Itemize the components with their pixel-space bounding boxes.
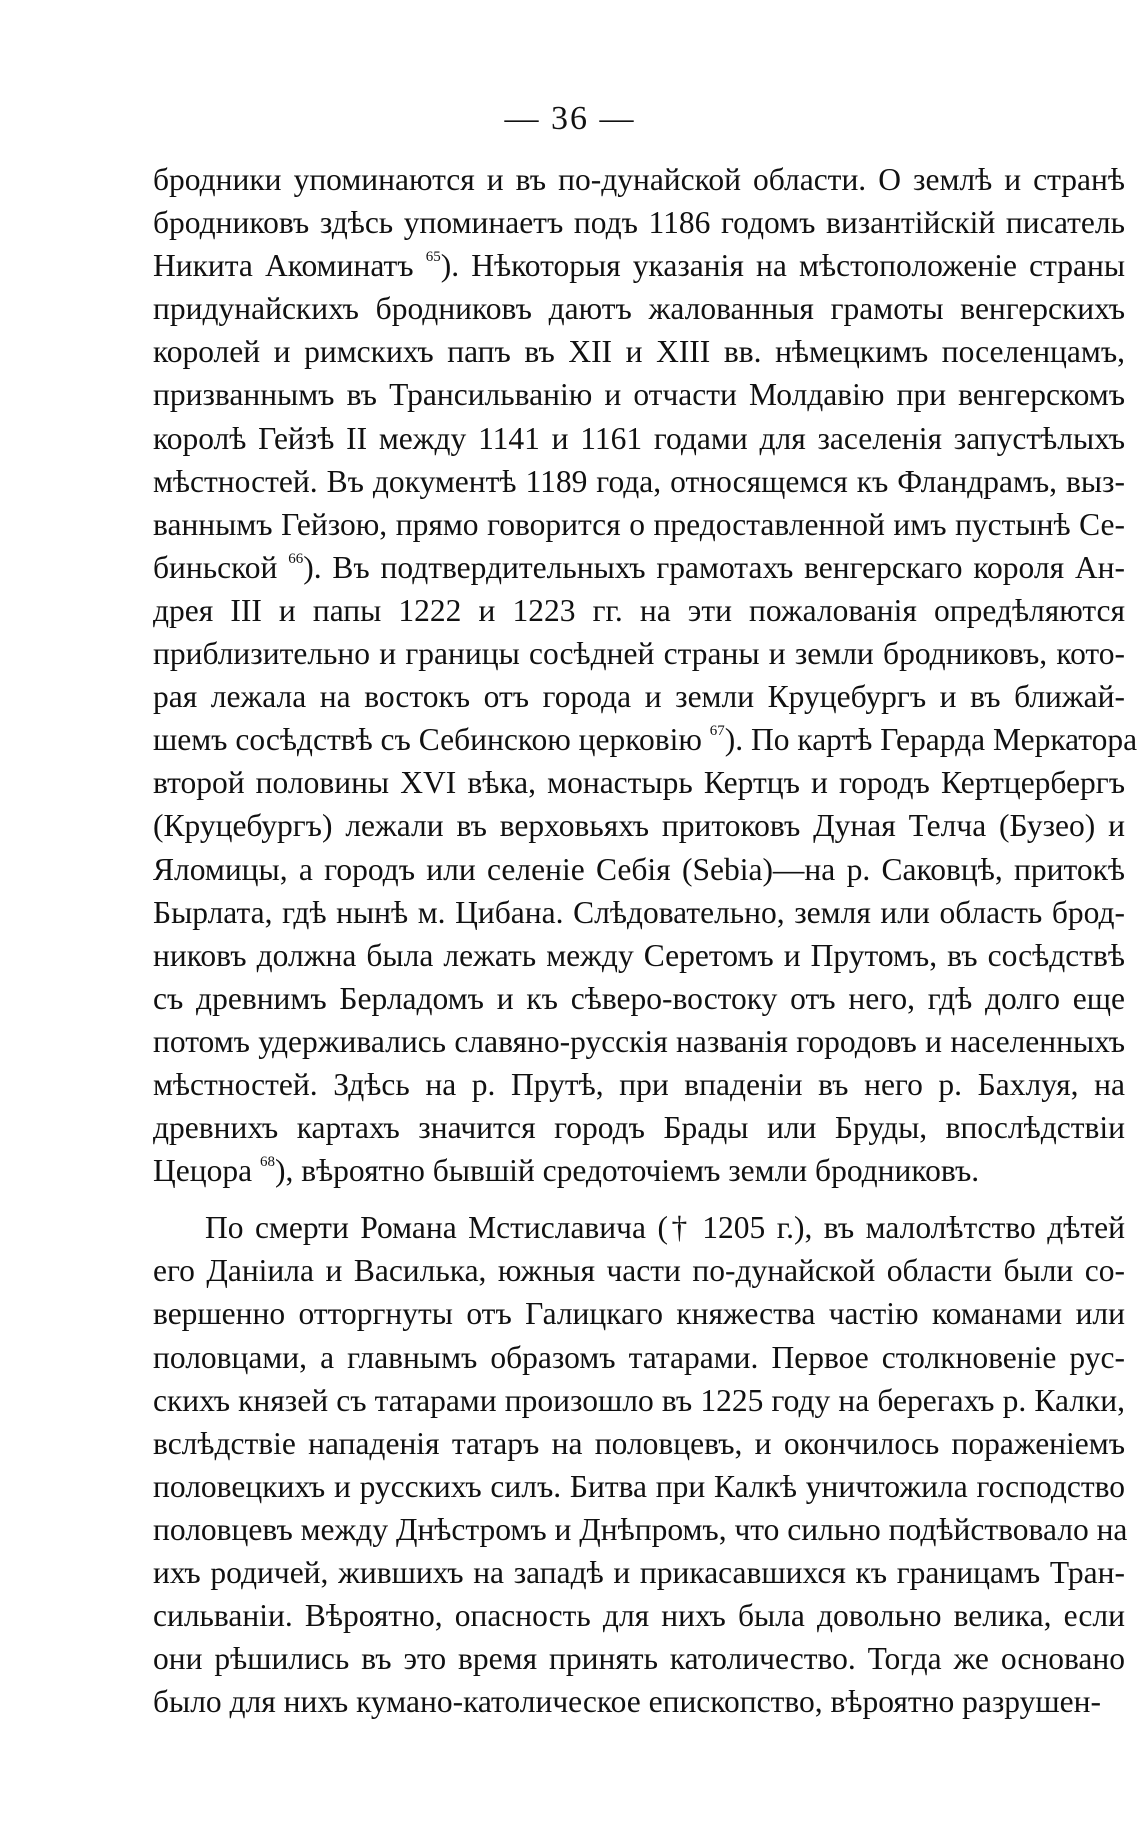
text-line	[153, 1594, 1125, 1637]
line-text: королѣ Гейзѣ II между 1141 и 1161 годами для заселенія запустѣлыхъ	[153, 420, 1125, 456]
line-text: половцами, а главнымъ образомъ татарами. Первое столкновеніе рус-	[153, 1339, 1125, 1375]
line-text: бродники упоминаются и въ по-дунайской области. О землѣ и странѣ	[153, 162, 1125, 197]
body-text	[153, 158, 1138, 1723]
text-line	[153, 675, 1125, 718]
text-line	[153, 417, 1125, 460]
text-line	[153, 1551, 1125, 1594]
text-line	[153, 503, 1125, 546]
line-text: Яломицы, а городъ или селеніе Себія (Sebia)—на р. Саковцѣ, притокѣ	[153, 851, 1125, 887]
text-line	[153, 373, 1125, 416]
line-text: сильваніи. Вѣроятно, опасность для нихъ была довольно велика, если	[153, 1598, 1125, 1634]
line-text-continued: ). По картѣ Герарда Меркатора	[724, 722, 1138, 758]
text-line	[153, 977, 1125, 1020]
line-text: шемъ сосѣдствѣ съ Себинскою церковію	[153, 722, 702, 758]
text-line	[153, 589, 1125, 632]
text-line	[153, 546, 1125, 589]
text-line	[153, 891, 1125, 934]
line-text: призваннымъ въ Трансильванію и отчасти Молдавію при венгерскомъ	[153, 377, 1125, 413]
line-text-continued: ). Нѣкоторыя указанія на мѣстоположеніе страны	[440, 248, 1126, 284]
line-text: биньской	[153, 549, 278, 585]
text-line	[153, 158, 1125, 201]
text-line	[153, 244, 1125, 287]
line-text: было для нихъ кумано-католическое епископство, вѣроятно разрушен-	[153, 1684, 1101, 1720]
text-line	[153, 1465, 1125, 1508]
line-text: древнихъ картахъ значится городъ Брады или Бруды, впослѣдствіи	[153, 1110, 1125, 1146]
line-text: ваннымъ Гейзою, прямо говорится о предоставленной имъ пустынѣ Се-	[153, 506, 1125, 542]
page-number: — 36 —	[504, 100, 636, 137]
text-line	[153, 718, 1138, 761]
text-line	[153, 1206, 1125, 1249]
line-text: половецкихъ и русскихъ силъ. Битва при Калкѣ уничтожила господство	[153, 1468, 1125, 1504]
text-line	[153, 1422, 1125, 1465]
line-text: приблизительно и границы сосѣдней страны и земли бродниковъ, кото-	[153, 636, 1125, 672]
line-text: они рѣшились въ это время принять католичество. Тогда же основано	[153, 1641, 1125, 1677]
text-line	[153, 934, 1125, 977]
text-line	[153, 1020, 1125, 1063]
text-line	[153, 761, 1125, 804]
text-line	[153, 1680, 1125, 1723]
text-line	[153, 460, 1125, 503]
line-text: бродниковъ здѣсь упоминаетъ подъ 1186 годомъ византійскій писатель	[153, 205, 1125, 241]
text-line	[153, 201, 1125, 244]
line-text: Никита Акоминатъ	[153, 248, 414, 284]
text-line	[153, 287, 1125, 330]
line-text: королей и римскихъ папъ въ XII и XIII вв. нѣмецкимъ поселенцамъ,	[153, 334, 1125, 370]
text-line	[153, 1336, 1125, 1379]
line-text: дрея III и папы 1222 и 1223 гг. на эти пожалованія опредѣляются	[153, 592, 1125, 628]
line-text: мѣстностей. Въ документѣ 1189 года, относящемся къ Фландрамъ, выз-	[153, 463, 1125, 499]
line-text: (Круцебургъ) лежали въ верховьяхъ притоковъ Дуная Телча (Бузео) и	[153, 808, 1125, 844]
text-line	[153, 1106, 1125, 1149]
line-text: придунайскихъ бродниковъ даютъ жалованныя грамоты венгерскихъ	[153, 291, 1125, 327]
line-text: мѣстностей. Здѣсь на р. Прутѣ, при впаденіи въ него р. Бахлуя, на	[153, 1066, 1125, 1102]
line-text: рая лежала на востокъ отъ города и земли Круцебургъ и въ ближай-	[153, 679, 1125, 715]
text-line	[153, 632, 1125, 675]
line-text-continued: ). Въ подтвердительныхъ грамотахъ венгерскаго короля Ан-	[303, 549, 1125, 585]
line-text: половцевъ между Днѣстромъ и Днѣпромъ, что сильно подѣйствовало на	[153, 1511, 1128, 1547]
paragraph-gap	[153, 1192, 1125, 1206]
line-text: ихъ родичей, жившихъ на западѣ и прикасавшихся къ границамъ Тран-	[153, 1555, 1125, 1590]
line-text: Цецора	[153, 1153, 253, 1189]
text-line	[153, 1508, 1128, 1551]
footnote-ref: 67	[709, 723, 725, 740]
footnote-ref: 65	[425, 249, 441, 266]
line-text-continued: ), вѣроятно бывшій средоточіемъ земли бродниковъ.	[274, 1153, 980, 1189]
text-line	[153, 1292, 1125, 1335]
line-text: Бырлата, гдѣ нынѣ м. Цибана. Слѣдовательно, земля или область брод-	[153, 894, 1125, 930]
text-line	[153, 1249, 1125, 1292]
line-text: второй половины XVI вѣка, монастырь Кертцъ и городъ Кертцербергъ	[153, 765, 1125, 801]
text-line	[153, 804, 1125, 847]
footnote-ref: 66	[288, 550, 304, 567]
paragraph	[153, 158, 1138, 1192]
text-line	[153, 1149, 1125, 1192]
line-text: никовъ должна была лежать между Серетомъ и Прутомъ, въ сосѣдствѣ	[153, 937, 1125, 973]
line-text: потомъ удерживались славяно-русскія названія городовъ и населенныхъ	[153, 1023, 1125, 1059]
paragraph	[153, 1206, 1128, 1723]
line-text: По смерти Романа Мстиславича († 1205 г.), въ малолѣтство дѣтей	[205, 1210, 1125, 1246]
text-line	[153, 848, 1125, 891]
footnote-ref: 68	[259, 1154, 275, 1171]
text-line	[153, 1063, 1125, 1106]
line-text: вслѣдствіе нападенія татаръ на половцевъ, и окончилось пораженіемъ	[153, 1425, 1125, 1461]
text-line	[153, 1379, 1125, 1422]
line-text: вершенно отторгнуты отъ Галицкаго княжества частію команами или	[153, 1296, 1125, 1332]
line-text: съ древнимъ Берладомъ и къ сѣверо-востоку отъ него, гдѣ долго еще	[153, 980, 1125, 1016]
text-line	[153, 1637, 1125, 1680]
text-line	[153, 330, 1125, 373]
line-text: скихъ князей съ татарами произошло въ 1225 году на берегахъ р. Калки,	[153, 1382, 1125, 1418]
line-text: его Даніила и Василька, южныя части по-дунайской области были со-	[153, 1253, 1125, 1289]
